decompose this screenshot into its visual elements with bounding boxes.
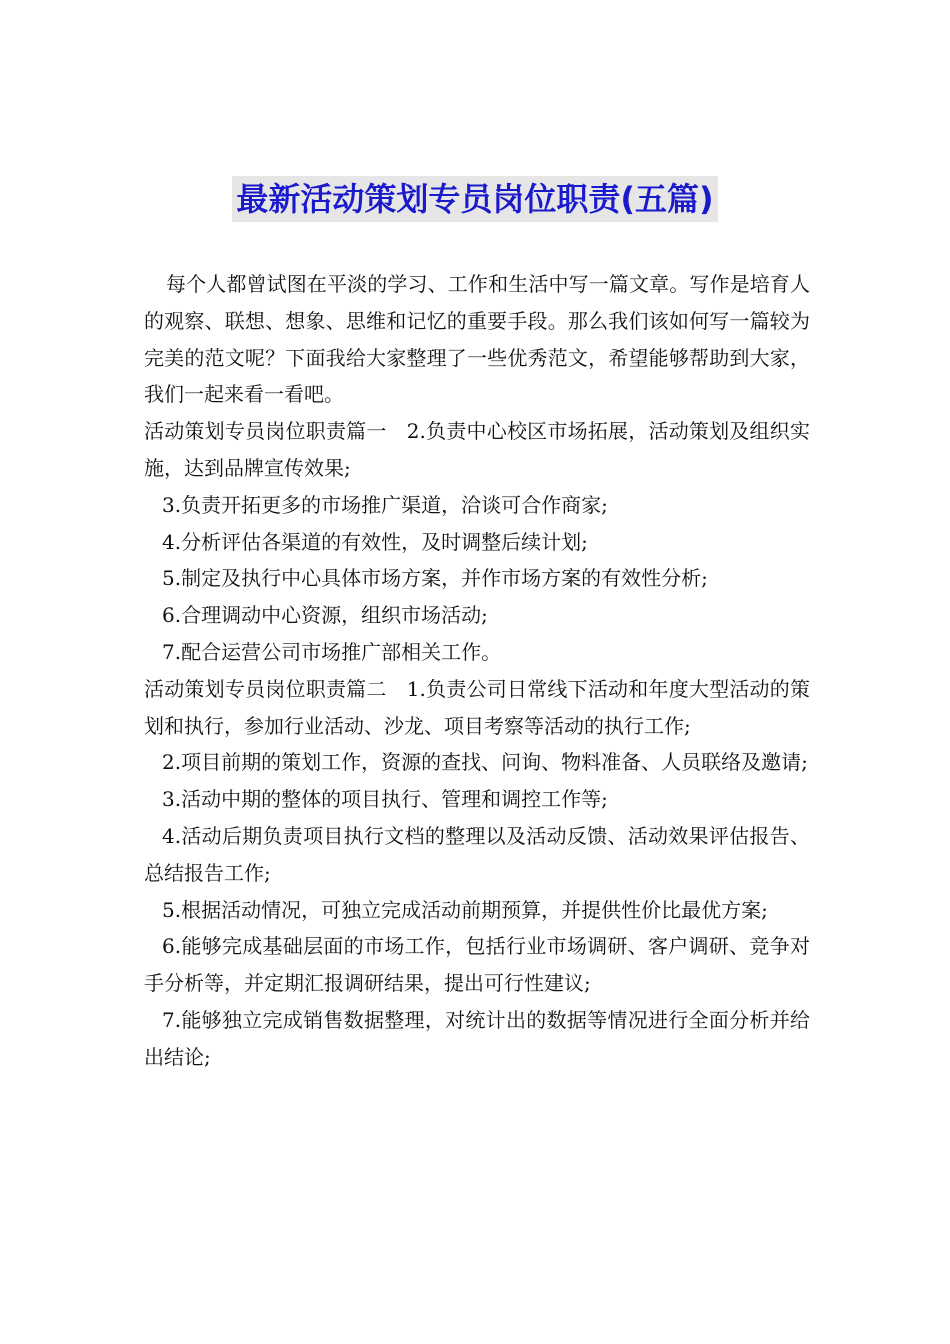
- document-body: [144, 266, 810, 1076]
- section-one-item-5: 5.制定及执行中心具体市场方案，并作市场方案的有效性分析;: [162, 566, 708, 591]
- intro-paragraph: 每个人都曾试图在平淡的学习、工作和生活中写一篇文章。写作是培育人的观察、联想、想象、思维和记忆的重要手段。那么我们该如何写一篇较为完美的范文呢？下面我给大家整理了一些优秀范文，希望能够帮助到大家，我们一起来看一看吧。: [144, 272, 810, 407]
- section-one-item-3: 3.负责开拓更多的市场推广渠道，洽谈可合作商家;: [162, 492, 608, 517]
- document-title: 最新活动策划专员岗位职责(五篇): [232, 176, 717, 222]
- section-one-item-6: 6.合理调动中心资源，组织市场活动;: [162, 603, 488, 628]
- section-two-heading-paragraph: 活动策划专员岗位职责篇二 1.负责公司日常线下活动和年度大型活动的策划和执行，参加行业活动、沙龙、项目考察等活动的执行工作;: [144, 676, 810, 738]
- section-two-item-5: 5.根据活动情况，可独立完成活动前期预算，并提供性价比最优方案;: [162, 897, 768, 922]
- section-two-item-3: 3.活动中期的整体的项目执行、管理和调控工作等;: [162, 787, 608, 812]
- section-two-item-7: 7.能够独立完成销售数据整理，对统计出的数据等情况进行全面分析并给出结论;: [144, 1007, 810, 1069]
- section-two-item-6: 6.能够完成基础层面的市场工作，包括行业市场调研、客户调研、竞争对手分析等，并定期汇报调研结果，提出可行性建议;: [144, 934, 810, 996]
- section-one-heading-paragraph: 活动策划专员岗位职责篇一 2.负责中心校区市场拓展，活动策划及组织实施，达到品牌宣传效果;: [144, 419, 810, 480]
- section-one-item-4: 4.分析评估各渠道的有效性，及时调整后续计划;: [162, 529, 588, 554]
- section-one-item-7: 7.配合运营公司市场推广部相关工作。: [162, 639, 502, 664]
- title-wrapper: [0, 176, 950, 222]
- section-two-item-2: 2.项目前期的策划工作，资源的查找、问询、物料准备、人员联络及邀请;: [162, 750, 808, 775]
- section-two-item-4: 4.活动后期负责项目执行文档的整理以及活动反馈、活动效果评估报告、总结报告工作;: [144, 823, 810, 885]
